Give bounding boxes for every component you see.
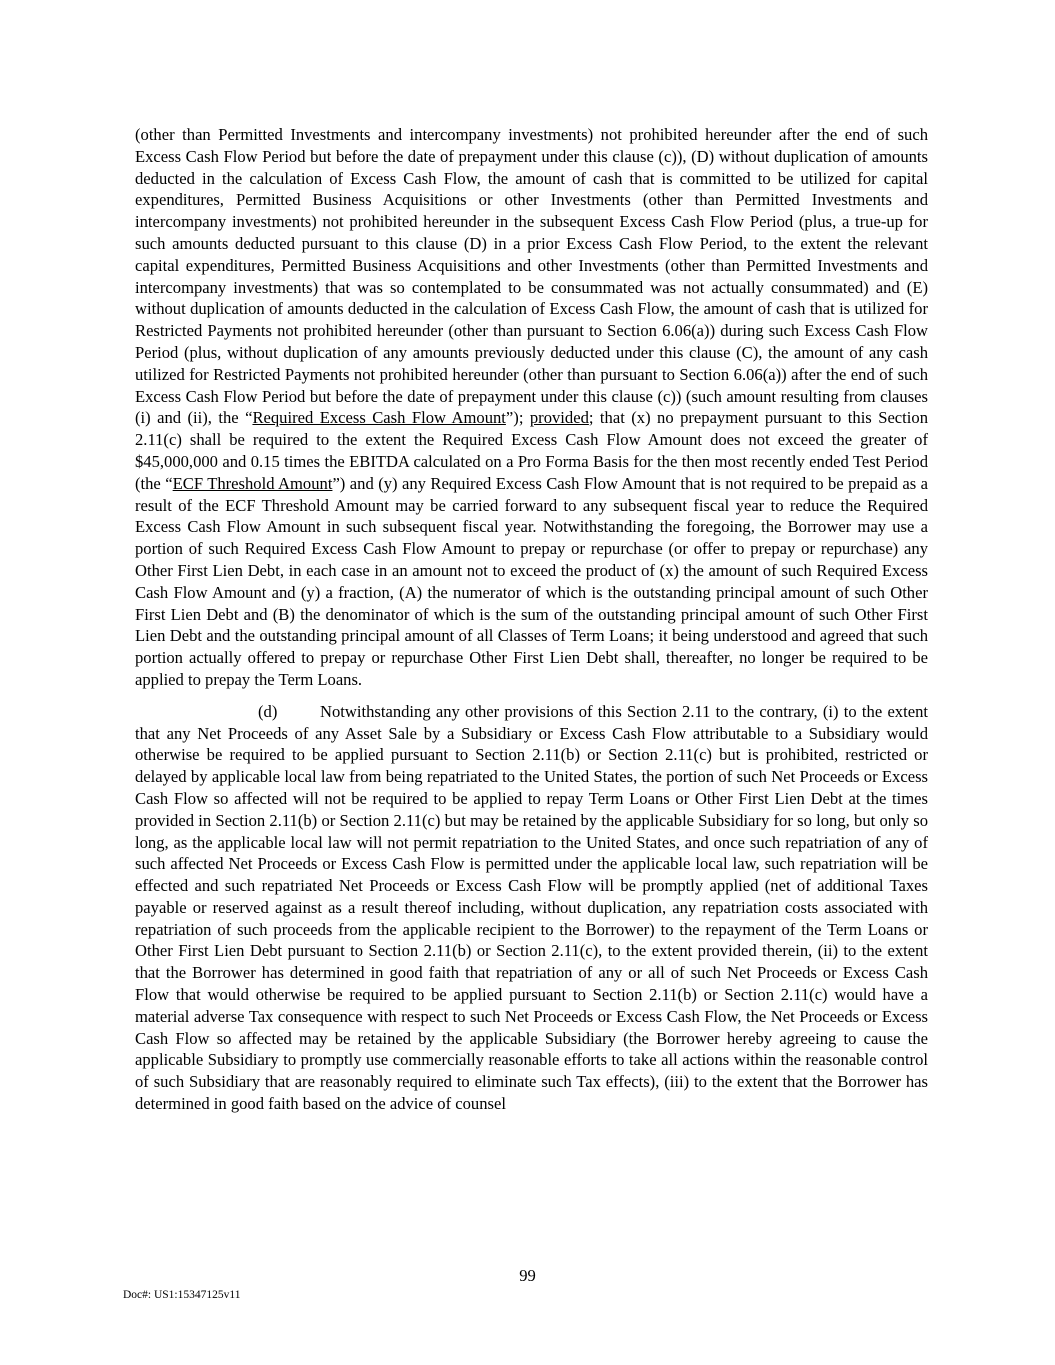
defined-term-ecf-threshold-amount: ECF Threshold Amount [172,473,333,493]
document-body [135,124,928,1115]
paragraph-section-d [135,701,928,1115]
defined-term-provided: provided [529,408,589,428]
clause-text: Notwithstanding any other provisions of this Section 2.11 to the contrary, (i) to the extent that any Net Proceeds of any Asset Sale by a Subsidiary or Excess Cash Flow attributable to a Subsidiary would otherwise be required to be applied pursuant to Section 2.11(b) or Section 2.11(c) but is prohibited, restricted or delayed by applicable local law from being repatriated to the United States, the portion of such Net Proceeds or Excess Cash Flow so affected will not be required to be applied to repay Term Loans or Other First Lien Debt at the times provided in Section 2.11(b) or Section 2.11(c) but may be retained by the applicable Subsidiary for so long, but only so long, as the applicable local law will not permit repatriation to the United States, and once such repatriation of any of such affected Net Proceeds or Excess Cash Flow is permitted under the applicable local law, such repatriation will be effected and such repatriated Net Proceeds or Excess Cash Flow will be promptly applied (net of additional Taxes payable or reserved against as a result thereof including, without duplication, any repatriation costs associated with repatriation of such proceeds from the applicable recipient to the Borrower) to the repayment of the Term Loans or Other First Lien Debt pursuant to Section 2.11(b) or Section 2.11(c), to the extent provided therein, (ii) to the extent that the Borrower has determined in good faith that repatriation of any or all of such Net Proceeds or Excess Cash Flow that would otherwise be required to be applied pursuant to Section 2.11(b) or Section 2.11(c) would have a material adverse Tax consequence with respect to such Net Proceeds or Excess Cash Flow, the Net Proceeds or Excess Cash Flow so affected may be retained by the applicable Subsidiary (the Borrower hereby agreeing to cause the applicable Subsidiary to promptly use commercially reasonable efforts to take all actions within the reasonable control of such Subsidiary that are reasonably required to eliminate such Tax effects), (iii) to the extent that the Borrower has determined in good faith based on the advice of counsel [135,701,928,1114]
document-id: Doc#: US1:15347125v11 [123,1289,241,1301]
defined-term-required-excess-cash-flow-amount: Required Excess Cash Flow Amount [252,408,506,428]
text-segment: ”) and (y) any Required Excess Cash Flow Amount that is not required to be prepaid as a result of the ECF Threshold Amount may be carried forward to any subsequent fiscal year to reduce the Required Excess Cash Flow Amount in such subsequent fiscal year. Notwithstanding the foregoing, the Borrower may use a portion of such Required Excess Cash Flow Amount to prepay or repurchase (or offer to prepay or repurchase) any Other First Lien Debt, in each case in an amount not to exceed the product of (x) the amount of such Required Excess Cash Flow Amount and (y) a fraction, (A) the numerator of which is the outstanding principal amount of such Other First Lien Debt and (B) the denominator of which is the sum of the outstanding principal amount of such Other First Lien Debt and the outstanding principal amount of all Classes of Term Loans; it being understood and agreed that such portion actually offered to prepay or repurchase Other First Lien Debt shall, thereafter, no longer be required to be applied to prepay the Term Loans. [135,473,928,689]
clause-label: (d) [258,701,278,721]
text-segment: ”); [505,408,530,428]
paragraph-excess-cash-flow-continuation [135,124,928,691]
text-segment: (other than Permitted Investments and intercompany investments) not prohibited hereunder after the end of such Excess Cash Flow Period but before the date of prepayment under this clause (c)), (D) without duplication of amounts deducted in the calculation of Excess Cash Flow, the amount of cash that is committed to be utilized for capital expenditures, Permitted Business Acquisitions or other Investments (other than Permitted Investments and intercompany investments) not prohibited hereunder in the subsequent Excess Cash Flow Period (plus, a true-up for such amounts deducted pursuant to this clause (D) in a prior Excess Cash Flow Period, to the extent the relevant capital expenditures, Permitted Business Acquisitions and other Investments (other than Permitted Investments and intercompany investments) that was so contemplated to be consummated was not actually consummated) and (E) without duplication of amounts deducted in the calculation of Excess Cash Flow, the amount of cash that is utilized for Restricted Payments not prohibited hereunder (other than pursuant to Section 6.06(a)) during such Excess Cash Flow Period (plus, without duplication of any amounts previously deducted under this clause (C), the amount of any cash utilized for Restricted Payments not prohibited hereunder (other than pursuant to Section 6.06(a)) after the end of such Excess Cash Flow Period but before the date of prepayment under this clause (c)) (such amount resulting from clauses (i) and (ii), the “ [135,125,928,428]
text-segment: ; that (x) no prepayment pursuant to this Section 2.11(c) shall be required to the extent the Required Excess Cash Flow Amount does not exceed the greater of $45,000,000 and 0.15 times the EBITDA calculated on a Pro Forma Basis for the then most recently ended Test Period (the “ [135,408,928,493]
page-number: 99 [519,1266,536,1285]
